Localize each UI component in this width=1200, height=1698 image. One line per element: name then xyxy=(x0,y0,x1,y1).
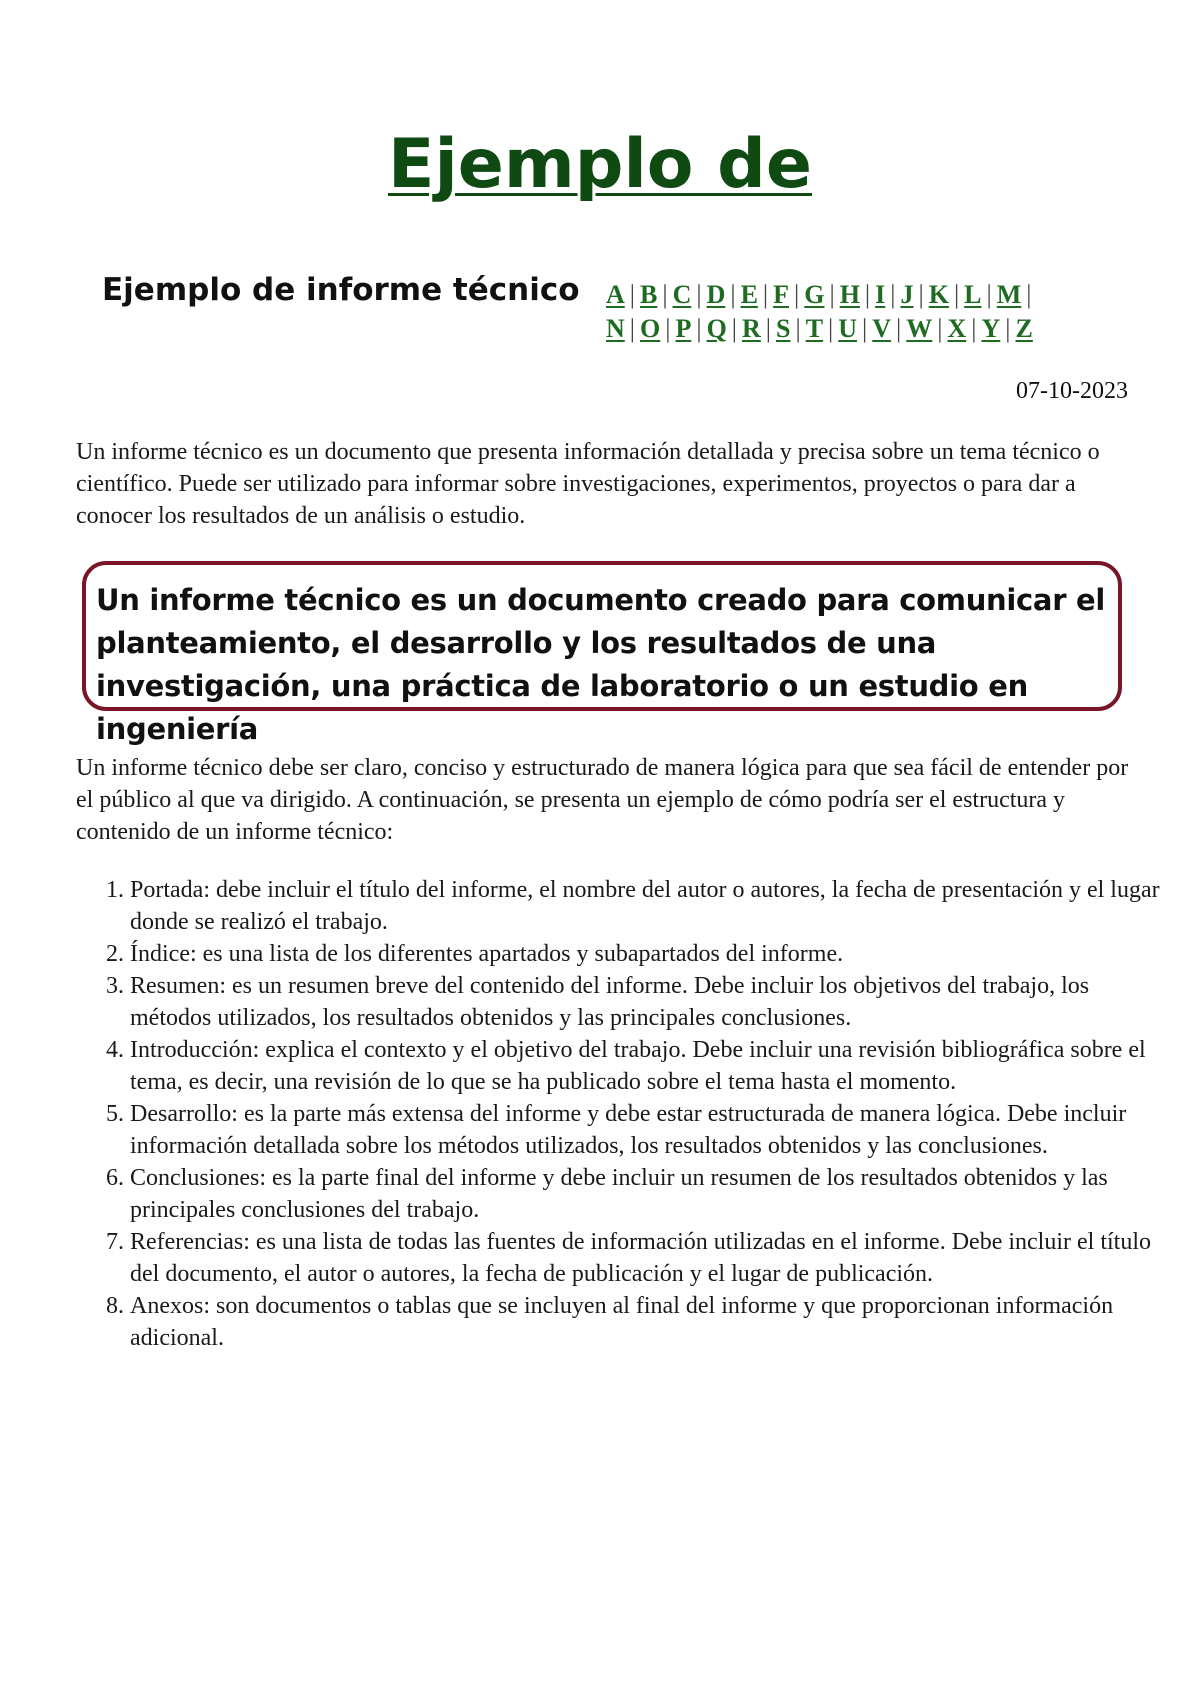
list-item: 8. Anexos: son documentos o tablas que se incluyen al final del informe y que proporcionan información adicional. xyxy=(130,1290,1170,1354)
alphabet-row-1 xyxy=(606,278,1136,312)
alphabet-link-o[interactable]: O xyxy=(640,314,661,343)
list-item: 3. Resumen: es un resumen breve del contenido del informe. Debe incluir los objetivos del trabajo, los métodos utilizados, los resultados obtenidos y las principales conclusiones. xyxy=(130,970,1170,1034)
alphabet-link-d[interactable]: D xyxy=(706,280,726,309)
list-item: 2. Índice: es una lista de los diferentes apartados y subapartados del informe. xyxy=(130,938,1170,970)
intro-paragraph: Un informe técnico es un documento que presenta información detallada y precisa sobre un tema técnico o científico. Puede ser utilizado para informar sobre investigaciones, experimentos, proyectos o para dar a conocer los resultados de un análisis o estudio. xyxy=(76,439,1100,529)
alphabet-separator: | xyxy=(629,314,635,343)
alphabet-separator: | xyxy=(765,314,772,343)
alphabet-separator: | xyxy=(795,314,801,343)
alphabet-separator: | xyxy=(986,280,992,309)
alphabet-separator: | xyxy=(937,314,943,343)
list-item: 6. Conclusiones: es la parte final del informe y debe incluir un resumen de los resultados obtenidos y las principales conclusiones del trabajo. xyxy=(130,1162,1170,1226)
list-item: 4. Introducción: explica el contexto y el objetivo del trabajo. Debe incluir una revisión bibliográfica sobre el tema, es decir, una revisión de lo que se ha publicado sobre el tema hasta el momento. xyxy=(130,1034,1170,1098)
definition-highlight-box xyxy=(82,561,1122,746)
alphabet-separator: | xyxy=(918,280,924,309)
alphabet-link-n[interactable]: N xyxy=(606,314,625,343)
alphabet-link-s[interactable]: S xyxy=(776,314,791,343)
alphabet-separator: | xyxy=(953,280,960,309)
alphabet-separator: | xyxy=(731,314,738,343)
alphabet-link-a[interactable]: A xyxy=(606,280,625,309)
alphabet-separator: | xyxy=(696,280,702,309)
alphabet-link-h[interactable]: H xyxy=(839,280,860,309)
page-title: Ejemplo de xyxy=(388,125,812,204)
definition-text: Un informe técnico es un documento creado para comunicar el planteamiento, el desarrollo y los resultados de una investigación, una práctica de laboratorio o un estudio en ingeniería xyxy=(96,583,1105,746)
alphabet-link-x[interactable]: X xyxy=(947,314,967,343)
alphabet-separator: | xyxy=(896,314,902,343)
alphabet-link-e[interactable]: E xyxy=(740,280,758,309)
alphabet-link-p[interactable]: P xyxy=(675,314,692,343)
alphabet-link-b[interactable]: B xyxy=(640,280,658,309)
alphabet-separator: | xyxy=(890,280,896,309)
alphabet-link-t[interactable]: T xyxy=(805,314,824,343)
alphabet-link-w[interactable]: W xyxy=(906,314,933,343)
alphabet-link-c[interactable]: C xyxy=(672,280,692,309)
alphabet-link-g[interactable]: G xyxy=(804,280,825,309)
alphabet-separator: | xyxy=(971,314,977,343)
alphabet-separator: | xyxy=(629,280,635,309)
list-item: 7. Referencias: es una lista de todas las fuentes de información utilizadas en el informe. Debe incluir el título del documento, el autor o autores, la fecha de publicación y el lugar de publicación. xyxy=(130,1226,1170,1290)
list-item: 1. Portada: debe incluir el título del informe, el nombre del autor o autores, la fecha de presentación y el lugar donde se realizó el trabajo. xyxy=(130,874,1170,938)
alphabet-link-v[interactable]: V xyxy=(872,314,892,343)
list-item: 5. Desarrollo: es la parte más extensa del informe y debe estar estructurada de manera lógica. Debe incluir información detallada sobre los métodos utilizados, los resultados obtenidos y las conclusiones. xyxy=(130,1098,1170,1162)
alphabet-index xyxy=(606,278,1136,346)
alphabet-link-k[interactable]: K xyxy=(928,280,949,309)
alphabet-link-f[interactable]: F xyxy=(773,280,790,309)
alphabet-row-2 xyxy=(606,312,1136,346)
alphabet-separator: | xyxy=(665,314,671,343)
alphabet-separator: | xyxy=(829,280,835,309)
alphabet-link-y[interactable]: Y xyxy=(981,314,1001,343)
alphabet-link-q[interactable]: Q xyxy=(706,314,727,343)
alphabet-link-u[interactable]: U xyxy=(838,314,858,343)
alphabet-link-i[interactable]: I xyxy=(875,280,886,309)
alphabet-link-j[interactable]: J xyxy=(900,280,914,309)
structure-paragraph: Un informe técnico debe ser claro, conciso y estructurado de manera lógica para que sea fácil de entender por el público al que va dirigido. A continuación, se presenta un ejemplo de cómo podría ser el estructura y contenido de un informe técnico: xyxy=(76,755,1129,845)
alphabet-separator: | xyxy=(862,314,868,343)
document-subtitle: Ejemplo de informe técnico xyxy=(102,272,580,308)
alphabet-separator: | xyxy=(696,314,702,343)
alphabet-separator: | xyxy=(864,280,871,309)
alphabet-link-m[interactable]: M xyxy=(996,280,1022,309)
alphabet-separator: | xyxy=(1005,314,1011,343)
alphabet-link-l[interactable]: L xyxy=(964,280,982,309)
document-date: 07-10-2023 xyxy=(1016,378,1128,404)
alphabet-separator: | xyxy=(1026,280,1032,309)
alphabet-separator: | xyxy=(730,280,736,309)
alphabet-link-z[interactable]: Z xyxy=(1015,314,1033,343)
alphabet-separator: | xyxy=(762,280,769,309)
alphabet-separator: | xyxy=(662,280,668,309)
alphabet-separator: | xyxy=(828,314,834,343)
report-structure-list xyxy=(96,874,1170,1354)
alphabet-link-r[interactable]: R xyxy=(742,314,761,343)
alphabet-separator: | xyxy=(794,280,800,309)
